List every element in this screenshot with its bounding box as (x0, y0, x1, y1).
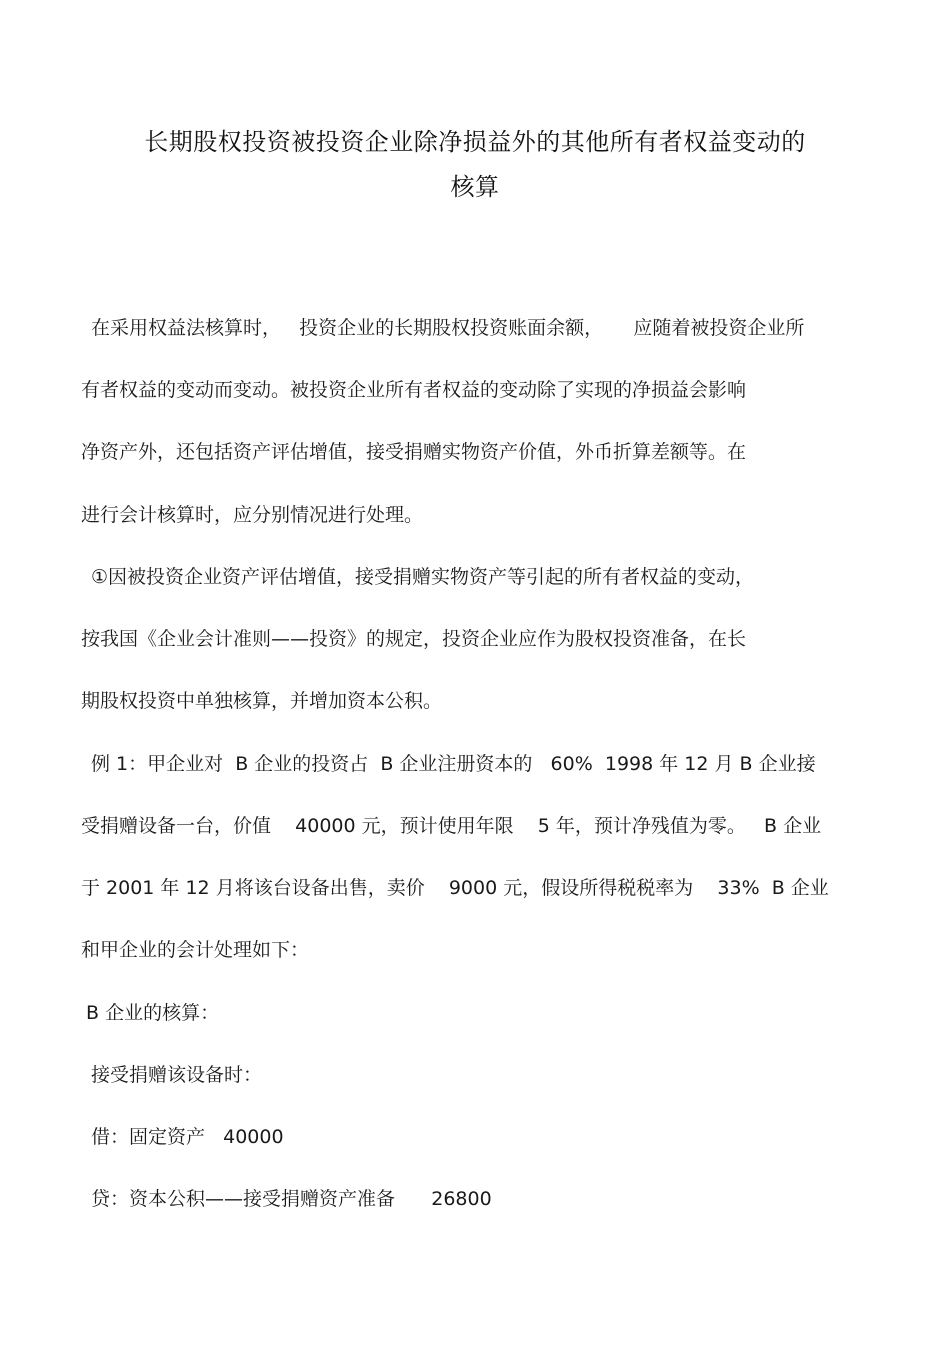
paragraph-line: 进行会计核算时，应分别情况进行处理。 (81, 504, 424, 526)
paragraph-line: 例 1：甲企业对 B 企业的投资占 B 企业注册资本的 60% 1998 年 12 月 B 企业接 (91, 753, 816, 775)
paragraph-line: ①因被投资企业资产评估增值，接受捐赠实物资产等引起的所有者权益的变动， (91, 566, 755, 588)
document-title-line-1: 长期股权投资被投资企业除净损益外的其他所有者权益变动的 (144, 128, 806, 156)
paragraph-line: 在采用权益法核算时， 投资企业的长期股权投资账面余额， 应随着被投资企业所 (91, 317, 805, 339)
paragraph-line: 有者权益的变动而变动。被投资企业所有者权益的变动除了实现的净损益会影响 (81, 379, 747, 401)
journal-entry-debit: 借：固定资产 40000 (91, 1126, 284, 1148)
paragraph-line: 净资产外，还包括资产评估增值，接受捐赠实物资产价值，外币折算差额等。在 (81, 441, 747, 463)
paragraph-line: 受捐赠设备一台，价值 40000 元，预计使用年限 5 年，预计净残值为零。 B 企业 (81, 815, 822, 837)
paragraph-line: 和甲企业的会计处理如下： (81, 939, 310, 961)
paragraph-line: 按我国《企业会计准则——投资》的规定，投资企业应作为股权投资准备，在长 (81, 628, 747, 650)
document-title-line-2: 核算 (450, 173, 500, 201)
section-heading: B 企业的核算： (86, 1002, 220, 1024)
paragraph-line: 接受捐赠该设备时： (91, 1064, 263, 1086)
journal-entry-credit: 贷：资本公积——接受捐赠资产准备 26800 (91, 1188, 492, 1210)
paragraph-line: 期股权投资中单独核算，并增加资本公积。 (81, 690, 443, 712)
paragraph-line: 于 2001 年 12 月将该台设备出售，卖价 9000 元，假设所得税税率为 33% B 企业 (81, 877, 829, 899)
